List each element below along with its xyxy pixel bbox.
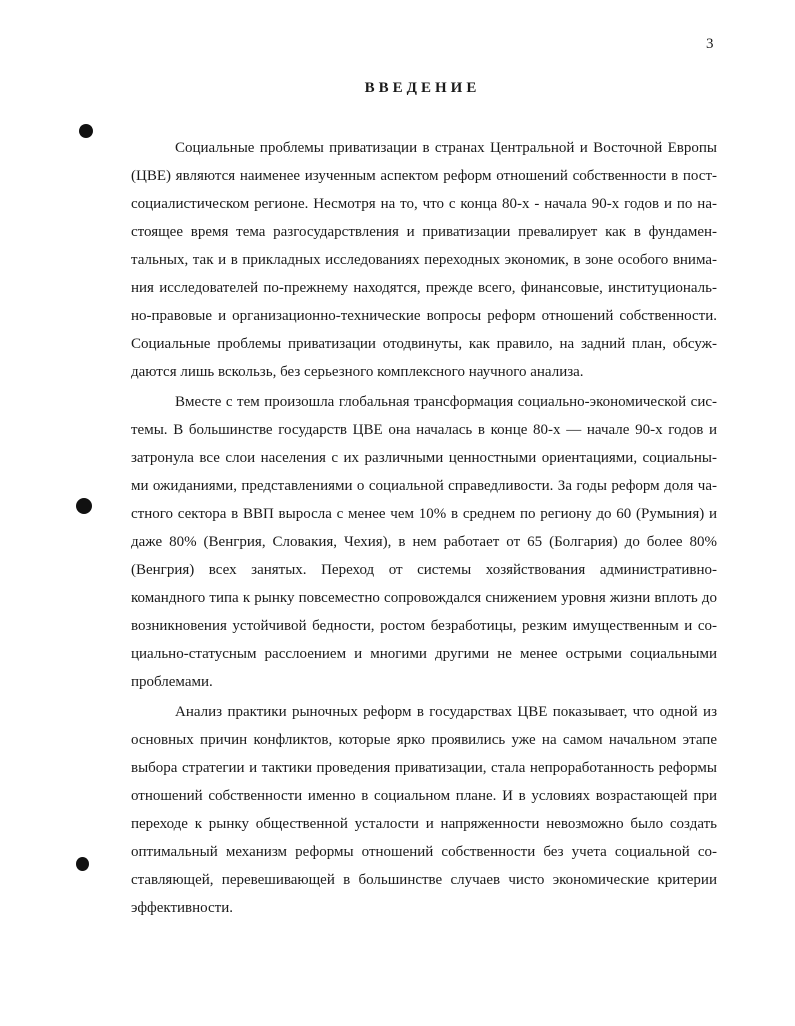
page-number: 3 (706, 36, 714, 52)
text-line: Социальные проблемы приватизации в странах Центральной и Восточной Европы (175, 140, 717, 156)
text-line: отношений собственности именно в социальном плане. И в условиях возрастающей при (131, 788, 717, 804)
text-line: проблемами. (131, 674, 213, 690)
text-line: командного типа к рынку повсеместно сопровождался снижением уровня жизни вплоть до (131, 590, 717, 606)
text-line: Вместе с тем произошла глобальная трансформация социально-экономической сис- (175, 394, 717, 410)
text-line: основных причин конфликтов, которые ярко проявились уже на самом начальном этапе (131, 732, 717, 748)
text-line: (Венгрия) всех занятых. Переход от системы хозяйствования административно- (131, 562, 717, 578)
text-line: затронула все слои населения с их различными ценностными ориентациями, социальны- (131, 450, 717, 466)
text-line: Анализ практики рыночных реформ в государствах ЦВЕ показывает, что одной из (175, 704, 717, 720)
text-line: эффективности. (131, 900, 234, 916)
text-line: стного сектора в ВВП выросла с менее чем 10% в среднем по региону до 60 (Румыния) и (131, 506, 717, 522)
text-line: тальных, так и в прикладных исследованиях переходных экономик, в зоне особого внима- (131, 252, 717, 268)
text-line: выбора стратегии и тактики проведения приватизации, стала непроработанность реформы (131, 760, 717, 776)
text-line: (ЦВЕ) являются наименее изученным аспектом реформ отношений собственности в пост- (131, 168, 717, 184)
punch-hole-mark (79, 124, 93, 138)
text-line: циально-статусным расслоением и многими другими не менее острыми социальными (131, 646, 717, 662)
text-line: Социальные проблемы приватизации отодвинуты, как правило, на задний план, обсуж- (131, 336, 717, 352)
punch-hole-mark (76, 857, 89, 871)
section-title: ВВЕДЕНИЕ (364, 80, 481, 96)
text-line: даже 80% (Венгрия, Словакия, Чехия), в нем работает от 65 (Болгария) до более 80% (131, 534, 717, 550)
text-line: оптимальный механизм реформы отношений собственности без учета социальной со- (131, 844, 717, 860)
punch-hole-mark (76, 498, 92, 514)
text-line: возникновения устойчивой бедности, ростом безработицы, резким имущественным и со- (131, 618, 717, 634)
text-line: социалистическом регионе. Несмотря на то, что с конца 80-х - начала 90-х годов и по на- (131, 196, 717, 212)
text-line: даются лишь вскользь, без серьезного комплексного научного анализа. (131, 364, 584, 380)
text-line: но-правовые и организационно-технические вопросы реформ отношений собственности. (131, 308, 717, 324)
text-line: стоящее время тема разгосударствления и приватизации превалирует как в фундамен- (131, 224, 717, 240)
text-line: темы. В большинстве государств ЦВЕ она началась в конце 80-х — начале 90-х годов и (131, 422, 717, 438)
text-line: ния исследователей по-прежнему находятся, прежде всего, финансовые, институциональ- (131, 280, 717, 296)
text-line: переходе к рынку общественной усталости и напряженности невозможно было создать (131, 816, 717, 832)
text-line: ми ожиданиями, представлениями о социальной справедливости. За годы реформ доля ча- (131, 478, 717, 494)
text-line: ставляющей, перевешивающей в большинстве случаев чисто экономические критерии (131, 872, 717, 888)
